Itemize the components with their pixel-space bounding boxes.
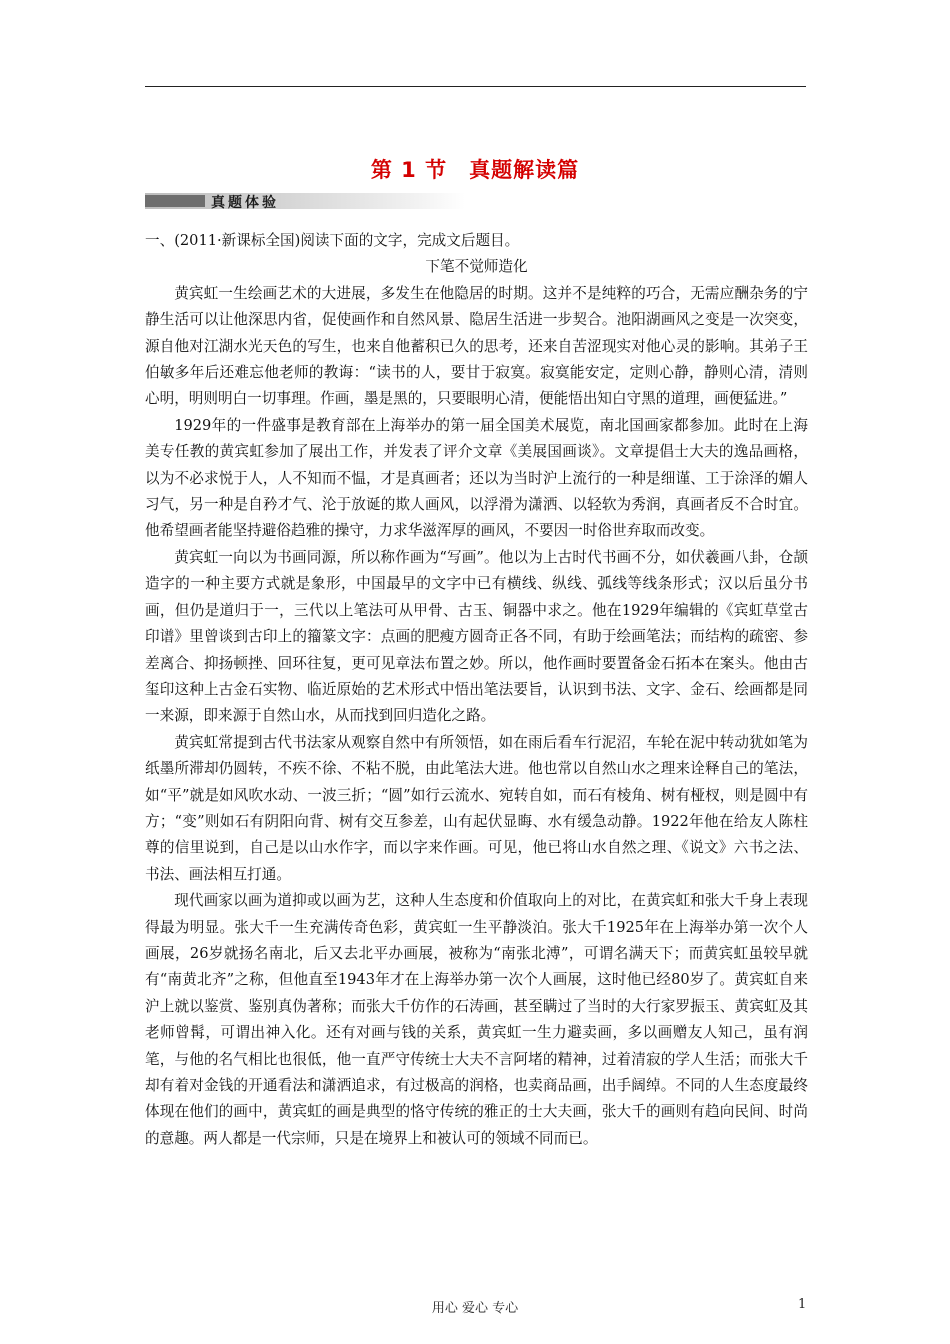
page-number: 1 (798, 1297, 807, 1312)
article-title: 下笔不觉师造化 (425, 258, 528, 276)
header-rule (145, 86, 806, 87)
section-banner-marker (145, 195, 205, 207)
question-intro: 一、(2011·新课标全国)阅读下面的文字，完成文后题目。 (145, 232, 520, 249)
paragraph-5: 现代画家以画为道抑或以画为艺，这种人生态度和价值取向上的对比，在黄宾虹和张大千身上表现得最为明显。张大千一生充满传奇色彩，黄宾虹一生平静淡泊。张大千1925年在上海举办第一次个人画展，26岁就扬名南北，后又去北平办画展，被称为“南张北溥”，可谓名满天下；而黄宾虹虽较早就有“南黄北齐”之称，但他直至1943年才在上海举办第一次个人画展，这时他已经80岁了。黄宾虹自来沪上就以鉴赏、鉴别真伪著称；而张大千仿作的石涛画，甚至瞒过了当时的大行家罗振玉、黄宾虹及其老师曾髯，可谓出神入化。还有对画与钱的关系，黄宾虹一生力避卖画，多以画赠友人知己，虽有润笔，与他的名气相比也很低，他一直严守传统士大夫不言阿堵的精神，过着清寂的学人生活；而张大千却有着对金钱的开通看法和潇洒追求，有过极高的润格，也卖商品画，出手阔绰。不同的人生态度最终体现在他们的画中，黄宾虹的画是典型的恪守传统的雅正的士大夫画，张大千的画则有趋向民间、时尚的意趣。两人都是一代宗师，只是在境界上和被认可的领域不同而已。 (145, 892, 808, 1147)
paragraph-3: 黄宾虹一向以为书画同源，所以称作画为“写画”。他以为上古时代书画不分，如伏羲画八卦，仓颉造字的一种主要方式就是象形，中国最早的文字中已有横线、纵线、弧线等线条形式；汉以后虽分书画，但仍是道归于一，三代以上笔法可从甲骨、古玉、铜器中求之。他在1929年编辑的《宾虹草堂古印谱》里曾谈到古印上的籀篆文字：点画的肥瘦方圆奇正各不同，有助于绘画笔法；而结构的疏密、参差离合、抑扬顿挫、回环往复，更可见章法布置之妙。所以，他作画时要置备金石拓本在案头。他由古玺印这种上古金石实物、临近原始的艺术形式中悟出笔法要旨，认识到书法、文字、金石、绘画都是同一来源，即来源于自然山水，从而找到回归造化之路。 (145, 548, 808, 725)
article-body (145, 228, 808, 1152)
paragraph-1: 黄宾虹一生绘画艺术的大进展，多发生在他隐居的时期。这并不是纯粹的巧合，无需应酬杂务的宁静生活可以让他深思内省，促使画作和自然风景、隐居生活进一步契合。池阳湖画风之变是一次突变，源自他对江湖水光天色的写生，也来自他蓄积已久的思考，还来自苦涩现实对他心灵的影响。其弟子王伯敏多年后还难忘他老师的教诲：“读书的人，要甘于寂寞。寂寞能安定，定则心静，静则心清，清则心明，明则明白一切事理。作画，墨是黑的，只要眼明心清，便能悟出知白守黑的道理，画便猛进。” (145, 284, 808, 408)
section-label: 真题体验 (211, 195, 279, 211)
paragraph-2: 1929年的一件盛事是教育部在上海举办的第一届全国美术展览，南北国画家都参加。此时在上海美专任教的黄宾虹参加了展出工作，并发表了评介文章《美展国画谈》。文章提倡士大夫的逸品画格，以为不必求悦于人，人不知而不愠，才是真画者；还以为当时沪上流行的一种是细谨、工于涂泽的媚人习气，另一种是自矜才气、沦于放诞的欺人画风，以浮滑为潇洒、以轻软为秀润，真画者反不合时宜。他希望画者能坚持避俗趋雅的操守，力求华滋浑厚的画风，不要因一时俗世弃取而改变。 (145, 416, 808, 540)
footer-slogan: 用心 爱心 专心 (431, 1301, 519, 1316)
page-title: 第 1 节 真题解读篇 (370, 158, 580, 182)
paragraph-4: 黄宾虹常提到古代书法家从观察自然中有所领悟，如在雨后看车行泥沼，车轮在泥中转动犹如笔为纸墨所滞却仍圆转，不疾不徐、不粘不脱，由此笔法大进。他也常以自然山水之理来诠释自己的笔法，如“平”就是如风吹水动、一波三折；“圆”如行云流水、宛转自如，而石有棱角、树有桠杈，则是圆中有方；“变”则如石有阴阳向背、树有交互参差，山有起伏显晦、水有缓急动静。1922年他在给友人陈柱尊的信里说到，自己是以山水作字，而以字来作画。可见，他已将山水自然之理、《说文》六书之法、书法、画法相互打通。 (145, 733, 808, 883)
section-banner (145, 193, 465, 209)
